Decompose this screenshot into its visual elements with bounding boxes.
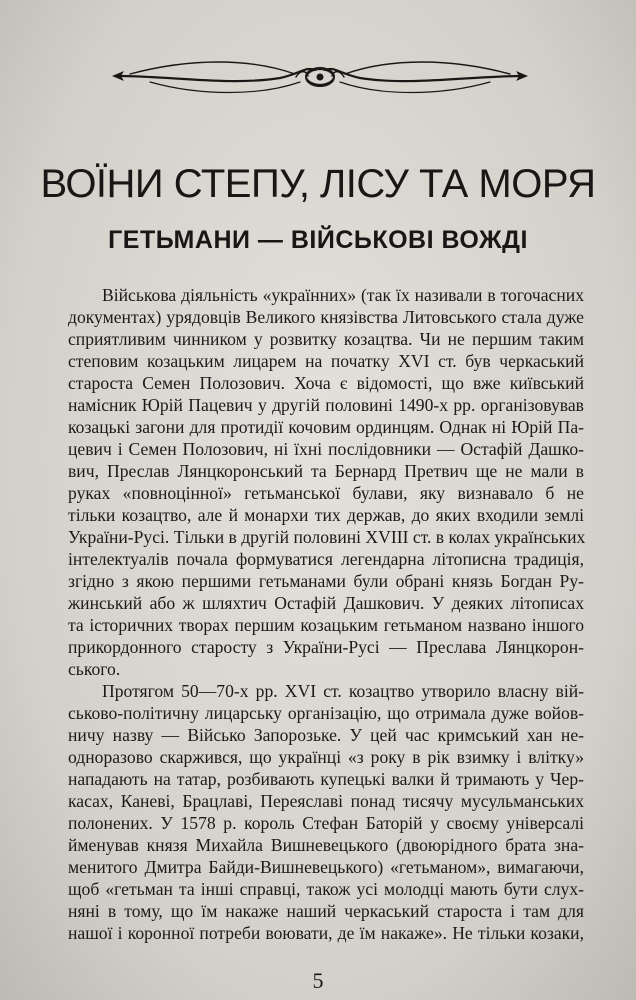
text-line: інтелектуалів почала формуватися легендарна літописна традиція, [68, 549, 584, 569]
body-text [68, 284, 584, 944]
text-line: ського. [68, 659, 121, 679]
text-line: тільки козацтво, але й монархи тих держав, до яких входили землі [68, 505, 584, 525]
text-line: козацькі загони для протидії кочовим ординцям. Однак ні Юрій Па- [68, 417, 584, 437]
text-line: одноразово скаржився, що українці «з року в рік взимку і влітку» [68, 747, 584, 767]
page-number: 5 [312, 968, 324, 993]
text-line: ничу назву — Військо Запорозьке. У цей час кримський хан не- [68, 725, 584, 745]
chapter-subtitle: ГЕТЬМАНИ — ВІЙСЬКОВІ ВОЖДІ [108, 226, 528, 254]
text-line: щоб «гетьман та інші справці, також усі молодці мають бути слух- [68, 879, 584, 899]
text-line: нашої і коронної потреби воювати, де їм накаже». Не тільки козаки, [68, 923, 584, 943]
text-line: та історичних творах першим козацьким гетьманом названо іншого [68, 615, 584, 635]
paragraph-2 [68, 680, 584, 944]
text-line: староста Семен Полозович. Хоча є відомості, що вже київський [68, 373, 584, 393]
text-line: України-Русі. Тільки в другій половині XVIII ст. в колах українських [68, 527, 586, 547]
text-line: степовим козацьким лицарем на початку XVI ст. був черкаський [68, 351, 584, 371]
text-line: документах) урядовців Великого князівства Литовського стала дуже [68, 307, 584, 327]
text-line: прикордонного старосту з України-Русі — Преслава Лянцкорон- [68, 637, 584, 657]
text-line: вич, Преслав Лянцкоронський та Бернард Претвич ще не мали в [68, 461, 584, 481]
text-line: касах, Каневі, Брацлаві, Переяславі понад тисячу мусульманських [68, 791, 584, 811]
text-line: полонених. У 1578 р. король Стефан Баторій у своєму універсалі [68, 813, 584, 833]
chapter-title: ВОЇНИ СТЕПУ, ЛІСУ ТА МОРЯ [40, 162, 596, 206]
text-line: нападають на татар, розбивають купецькі валки й тримають у Чер- [68, 769, 584, 789]
paragraph-1 [68, 284, 584, 680]
ornament-divider [110, 52, 530, 102]
text-line: сприятливим чинником у розвитку козацтва. Чи не першим таким [68, 329, 584, 349]
text-line: менитого Дмитра Байди-Вишневецького) «гетьманом», вимагаючи, [68, 857, 584, 877]
text-line: цевич і Семен Полозович, ні їхні послідовники — Остафій Дашко- [68, 439, 584, 459]
text-line: няні в тому, що їм накаже наший черкаський староста і там для [68, 901, 584, 921]
text-line: Військова діяльність «українних» (так їх називали в тогочасних [102, 285, 584, 305]
text-line: ськово-політичну лицарську організацію, що отримала дуже войов- [68, 703, 584, 723]
text-line: йменував князя Михайла Вишневецького (двоюрідного брата зна- [68, 835, 584, 855]
text-line: жинський або ж шляхтич Остафій Дашкович. У деяких літописах [68, 593, 584, 613]
text-line: згідно з якою першими гетьманами були обрані князь Богдан Ру- [68, 571, 584, 591]
text-line: руках «повноцінної» гетьманської булави, яку визнавало б не [68, 483, 584, 503]
text-line: Протягом 50—70-х рр. XVI ст. козацтво утворило власну вій- [102, 681, 584, 701]
text-line: намісник Юрій Пацевич у другій половині 1490-х рр. організовував [68, 395, 584, 415]
